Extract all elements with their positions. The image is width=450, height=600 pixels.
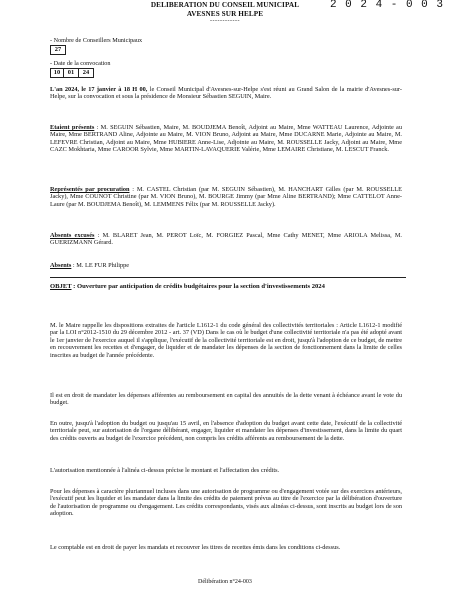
presents-paragraph (50, 124, 402, 154)
body-paragraph-2: Il est en droit de mandater les dépenses afférentes au remboursement en capital des annuités de la dette venant à échéance avant le vote du budget. (50, 392, 402, 407)
body-paragraph-1: M. le Maire rappelle les dispositions extraites de l'article L1612-1 du code général des collectivités territoriales : Article L1612-1 modifié par la LOI n°2012-1510 du 29 décembre 2012 - art. 37 (VD) Dans le cas où le budget d'une collectivité territoriale n'a pas été adopté avant le 1er janvier de l'exercice auquel il s'applique, l'exécutif de la collectivité territoriale est en droit, jusqu'à l'adoption de ce budget, de mettre en recouvrement les recettes et d'engager, de liquider et de mandater les dépenses de la section de fonctionnement dans la limite de celles inscrites au budget de l'année précédente. (50, 322, 402, 359)
title-divider: ------------ (210, 18, 240, 24)
intro-text: le Conseil Municipal d'Avesnes-sur-Helpe s'est réuni au Grand Salon de la mairie d'Avesnes-sur-Helpe, sur la convocation et sous la présidence de Monsieur Sébastien SEGUIN, Maire. (50, 86, 402, 101)
document-subtitle: AVESNES SUR HELPE (186, 10, 264, 18)
body-paragraph-5: Pour les dépenses à caractère pluriannuel incluses dans une autorisation de programme ou d'engagement votée sur des exercices antérieurs, l'exécutif peut les liquider et les mandater dans la limite des crédits de paiement prévus au titre de l'exercice par la délibération d'ouverture de l'autorisation de programme ou d'engagement. Les crédits correspondants, visés aux alinéas ci-dessus, sont inscrits au budget lors de son adoption. (50, 488, 402, 518)
absents-paragraph (50, 262, 402, 269)
meeting-date: L'an 2024, le 17 janvier à 18 H 00, (50, 86, 148, 93)
presents-label: Etaient présents (50, 124, 95, 131)
objet-heading (50, 283, 406, 291)
objet-text: : Ouverture par anticipation de crédits budgétaires pour la section d'investissements 2024 (71, 283, 325, 290)
procuration-text: : M. CASTEL Christian (par M. SEGUIN Sébastien), M. HANCHART Gilles (par M. ROUSSELLE Jacky), Mme COUNOT Christine (par M. VION Bruno), M. BOURGE Jimmy (par Mme Aline BERTRAND); Mme CATTELOT Anne-Laure (par M. BOUDJEMA Benoît), M. LEMMENS Félix (par M. ROUSSELLE Jacky). (50, 186, 402, 208)
excuses-text: : M. BLARET Jean, M. PEROT Loïc, M. FORGIEZ Pascal, Mme Cathy MENET, Mme ARIOLA Melissa, M. GUERIZMANN Gérard. (50, 232, 402, 247)
excuses-label: Absents excusés (50, 232, 95, 239)
absents-text: : M. LE FUR Philippe (71, 262, 130, 269)
convocation-year: 24 (78, 68, 94, 78)
excuses-paragraph (50, 232, 402, 247)
section-divider (50, 277, 406, 278)
convocation-month: 01 (63, 68, 79, 78)
members-count-value: 27 (50, 45, 66, 55)
intro-paragraph (50, 86, 402, 101)
objet-label: OBJET (50, 283, 72, 290)
presents-text: : M. SEGUIN Sébastien, Maire, M. BOUDJEMA Benoît, Adjoint au Maire, Mme WATTEAU Laurence, Adjointe au Maire, Mme BERTRAND Aline, Adjointe au Maire, M. VION Bruno, Adjoint au Maire, Mme DUCARNE Marie, Adjointe au Maire, M. LEFEVRE Christian, Adjoint au Maire, Mme HUBIERE Anne-Lise, Adjointe au Maire, M. ROUSSELLE Jacky, Adjoint au Maire, Mme CAZC Mokhtaria, Mme CAROOR Sylvie, Mme MARTIN-LAVAQUERIE Valérie, Mme LEMAIRE Christiane, M. LESCUT Franck. (50, 124, 402, 154)
procuration-paragraph (50, 186, 402, 208)
body-paragraph-3: En outre, jusqu'à l'adoption du budget ou jusqu'au 15 avril, en l'absence d'adoption du budget avant cette date, l'exécutif de la collectivité territoriale peut, sur autorisation de l'organe délibérant, engager, liquider et mandater les dépenses d'investissement, dans la limite du quart des crédits ouverts au budget de l'exercice précédent, non compris les crédits afférents au remboursement de la dette. (50, 420, 402, 442)
procuration-label: Représentés par procuration (50, 186, 130, 193)
body-paragraph-6: Le comptable est en droit de payer les mandats et recouvrer les titres de recettes émis dans les conditions ci-dessus. (50, 544, 341, 551)
absents-label: Absents (50, 262, 72, 269)
document-title: DELIBERATION DU CONSEIL MUNICIPAL (150, 1, 300, 9)
members-count-label: - Nombre de Conseillers Municipaux (50, 37, 143, 44)
footer-reference: Délibération n°24-003 (198, 579, 252, 585)
deliberation-reference-number: 2 0 2 4 - 0 0 3 (329, 0, 444, 11)
convocation-day: 10 (50, 68, 64, 78)
convocation-date-label: - Date de la convocation (50, 60, 111, 67)
body-paragraph-4: L'autorisation mentionnée à l'alinéa ci-dessus précise le montant et l'affectation des crédits. (50, 467, 280, 474)
